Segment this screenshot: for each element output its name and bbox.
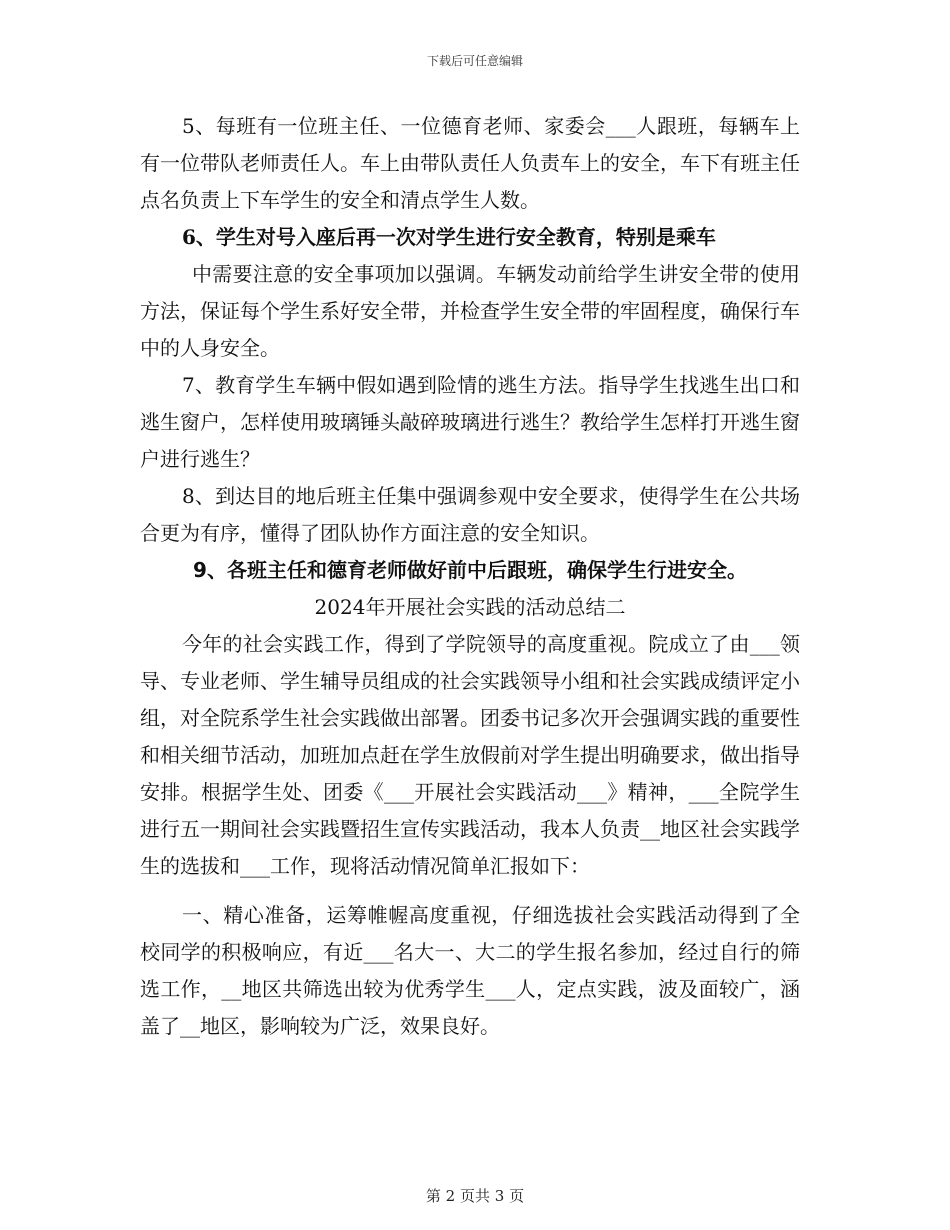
paragraph-intro: 今年的社会实践工作，得到了学院领导的高度重视。院成立了由___领导、专业老师、学生辅导员组成的社会实践领导小组和社会实践成绩评定小组，对全院系学生社会实践做出部署。团委书记多次开会强调实践的重要性和相关细节活动，加班加点赶在学生放假前对学生提出明确要求，做出指导安排。根据学生处、团委《___开展社会实践活动___》精神，___全院学生进行五一期间社会实践暨招生宣传实践活动，我本人负责__地区社会实践学生的选拔和___工作，现将活动情况简单汇报如下： xyxy=(140,632,800,878)
section-title: 2024年开展社会实践的活动总结二 xyxy=(314,595,626,619)
page-number: 第 2 页共 3 页 xyxy=(425,1187,525,1205)
document-body xyxy=(140,108,800,1045)
paragraph-item-6-cont: 中需要注意的安全事项加以强调。车辆发动前给学生讲安全带的使用方法，保证每个学生系好安全带，并检查学生安全带的牢固程度，确保行车中的人身安全。 xyxy=(140,262,800,360)
paragraph-item-6-bold: 6、学生对号入座后再一次对学生进行安全教育，特别是乘车 xyxy=(182,225,716,249)
paragraph-section-one: 一、精心准备，运筹帷幄高度重视，仔细选拔社会实践活动得到了全校同学的积极响应，有近___名大一、大二的学生报名参加，经过自行的筛选工作，__地区共筛选出较为优秀学生___人，定点实践，波及面较广，涵盖了__地区，影响较为广泛，效果良好。 xyxy=(140,903,800,1038)
paragraph-item-7: 7、教育学生车辆中假如遇到险情的逃生方法。指导学生找逃生出口和逃生窗户，怎样使用玻璃锤头敲碎玻璃进行逃生？教给学生怎样打开逃生窗户进行逃生？ xyxy=(140,373,800,471)
page-header: 下载后可任意编辑 xyxy=(426,54,523,68)
paragraph-item-8: 8、到达目的地后班主任集中强调参观中安全要求，使得学生在公共场合更为有序，懂得了团队协作方面注意的安全知识。 xyxy=(140,484,800,545)
paragraph-item-5: 5、每班有一位班主任、一位德育老师、家委会___人跟班，每辆车上有一位带队老师责任人。车上由带队责任人负责车上的安全，车下有班主任点名负责上下车学生的安全和清点学生人数。 xyxy=(140,114,800,212)
paragraph-item-9-bold: 9、各班主任和德育老师做好前中后跟班，确保学生行进安全。 xyxy=(193,558,747,582)
